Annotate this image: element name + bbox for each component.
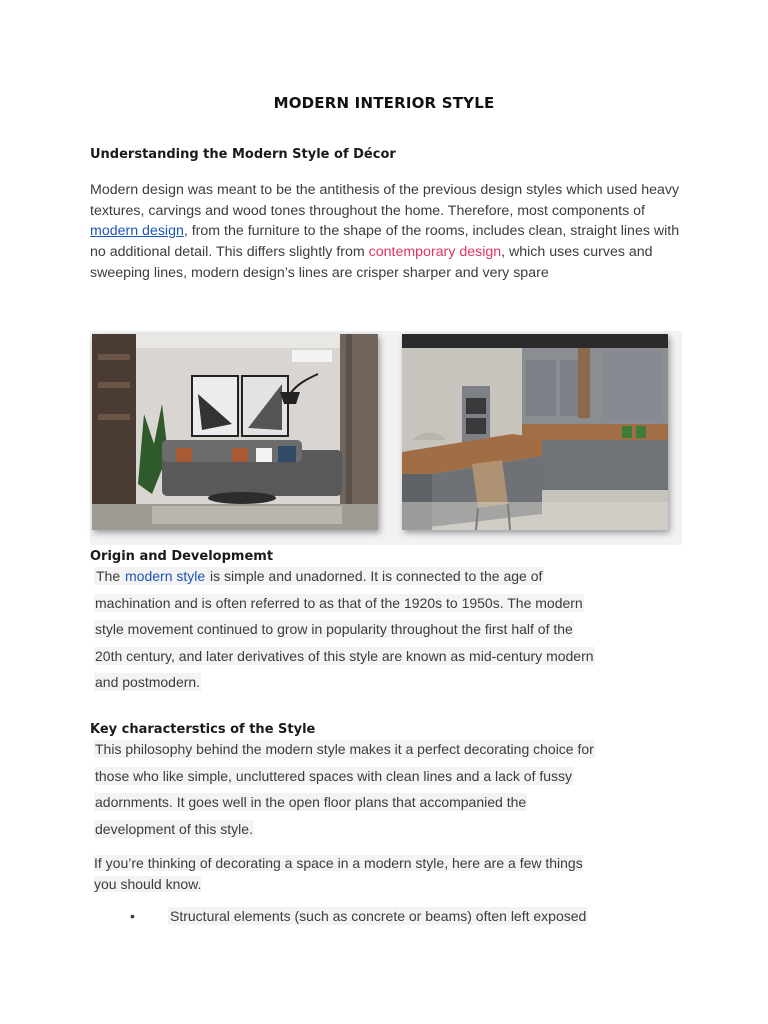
text-line: and postmodern.: [95, 674, 201, 691]
section-heading-understanding: Understanding the Modern Style of Décor: [90, 147, 396, 162]
bullet-text: Structural elements (such as concrete or beams) often left exposed: [170, 908, 587, 924]
text-line: If you’re thinking of decorating a space in a modern style, here are a few things: [94, 855, 583, 871]
page-title: MODERN INTERIOR STYLE: [273, 94, 495, 112]
paragraph-understanding: [90, 180, 680, 284]
text-line: 20th century, and later derivatives of this style are known as mid-century modern: [95, 647, 594, 664]
image-strip: [90, 331, 682, 545]
text-line: development of this style.: [95, 820, 253, 837]
text-line: style movement continued to grow in popularity throughout the first half of the: [95, 621, 573, 638]
text-line: The modern style is simple and unadorned. It is connected to the age of: [96, 568, 543, 584]
paragraph-thinking: [94, 853, 654, 895]
section-heading-key-characteristics: Key characterstics of the Style: [90, 722, 316, 737]
paragraph-key-characteristics: [94, 739, 654, 845]
text-line: machination and is often referred to as that of the 1920s to 1950s. The modern: [95, 594, 583, 611]
kitchen-photo: [402, 334, 668, 530]
text-line: you should know.: [94, 876, 202, 892]
text-line: those who like simple, uncluttered spaces with clean lines and a lack of fussy: [95, 767, 573, 784]
paragraph-text: , from the furniture to the shape of the rooms, includes clean, straight lines with no additional detail. This differs slightly from: [90, 223, 680, 261]
paragraph-origin: [94, 566, 654, 699]
link-contemporary-design[interactable]: contemporary design: [368, 244, 502, 261]
link-modern-style[interactable]: modern style: [125, 568, 206, 584]
paragraph-text: , which uses curves and sweeping lines, modern design’s lines are crisper sharper and very spare: [90, 244, 653, 281]
text-line: This philosophy behind the modern style makes it a perfect decorating choice for: [95, 741, 594, 757]
living-room-photo: [92, 334, 378, 530]
link-modern-design[interactable]: modern design: [90, 223, 184, 240]
paragraph-text: Modern design was meant to be the antithesis of the previous design styles which used heavy textures, carvings and wood tones throughout the home. Therefore, most components of: [90, 182, 680, 219]
bullet-item: [130, 908, 588, 924]
section-heading-origin: Origin and Developmemt: [90, 549, 274, 564]
text-line: adornments. It goes well in the open floor plans that accompanied the: [95, 794, 527, 811]
bullet-symbol: •: [130, 908, 135, 924]
